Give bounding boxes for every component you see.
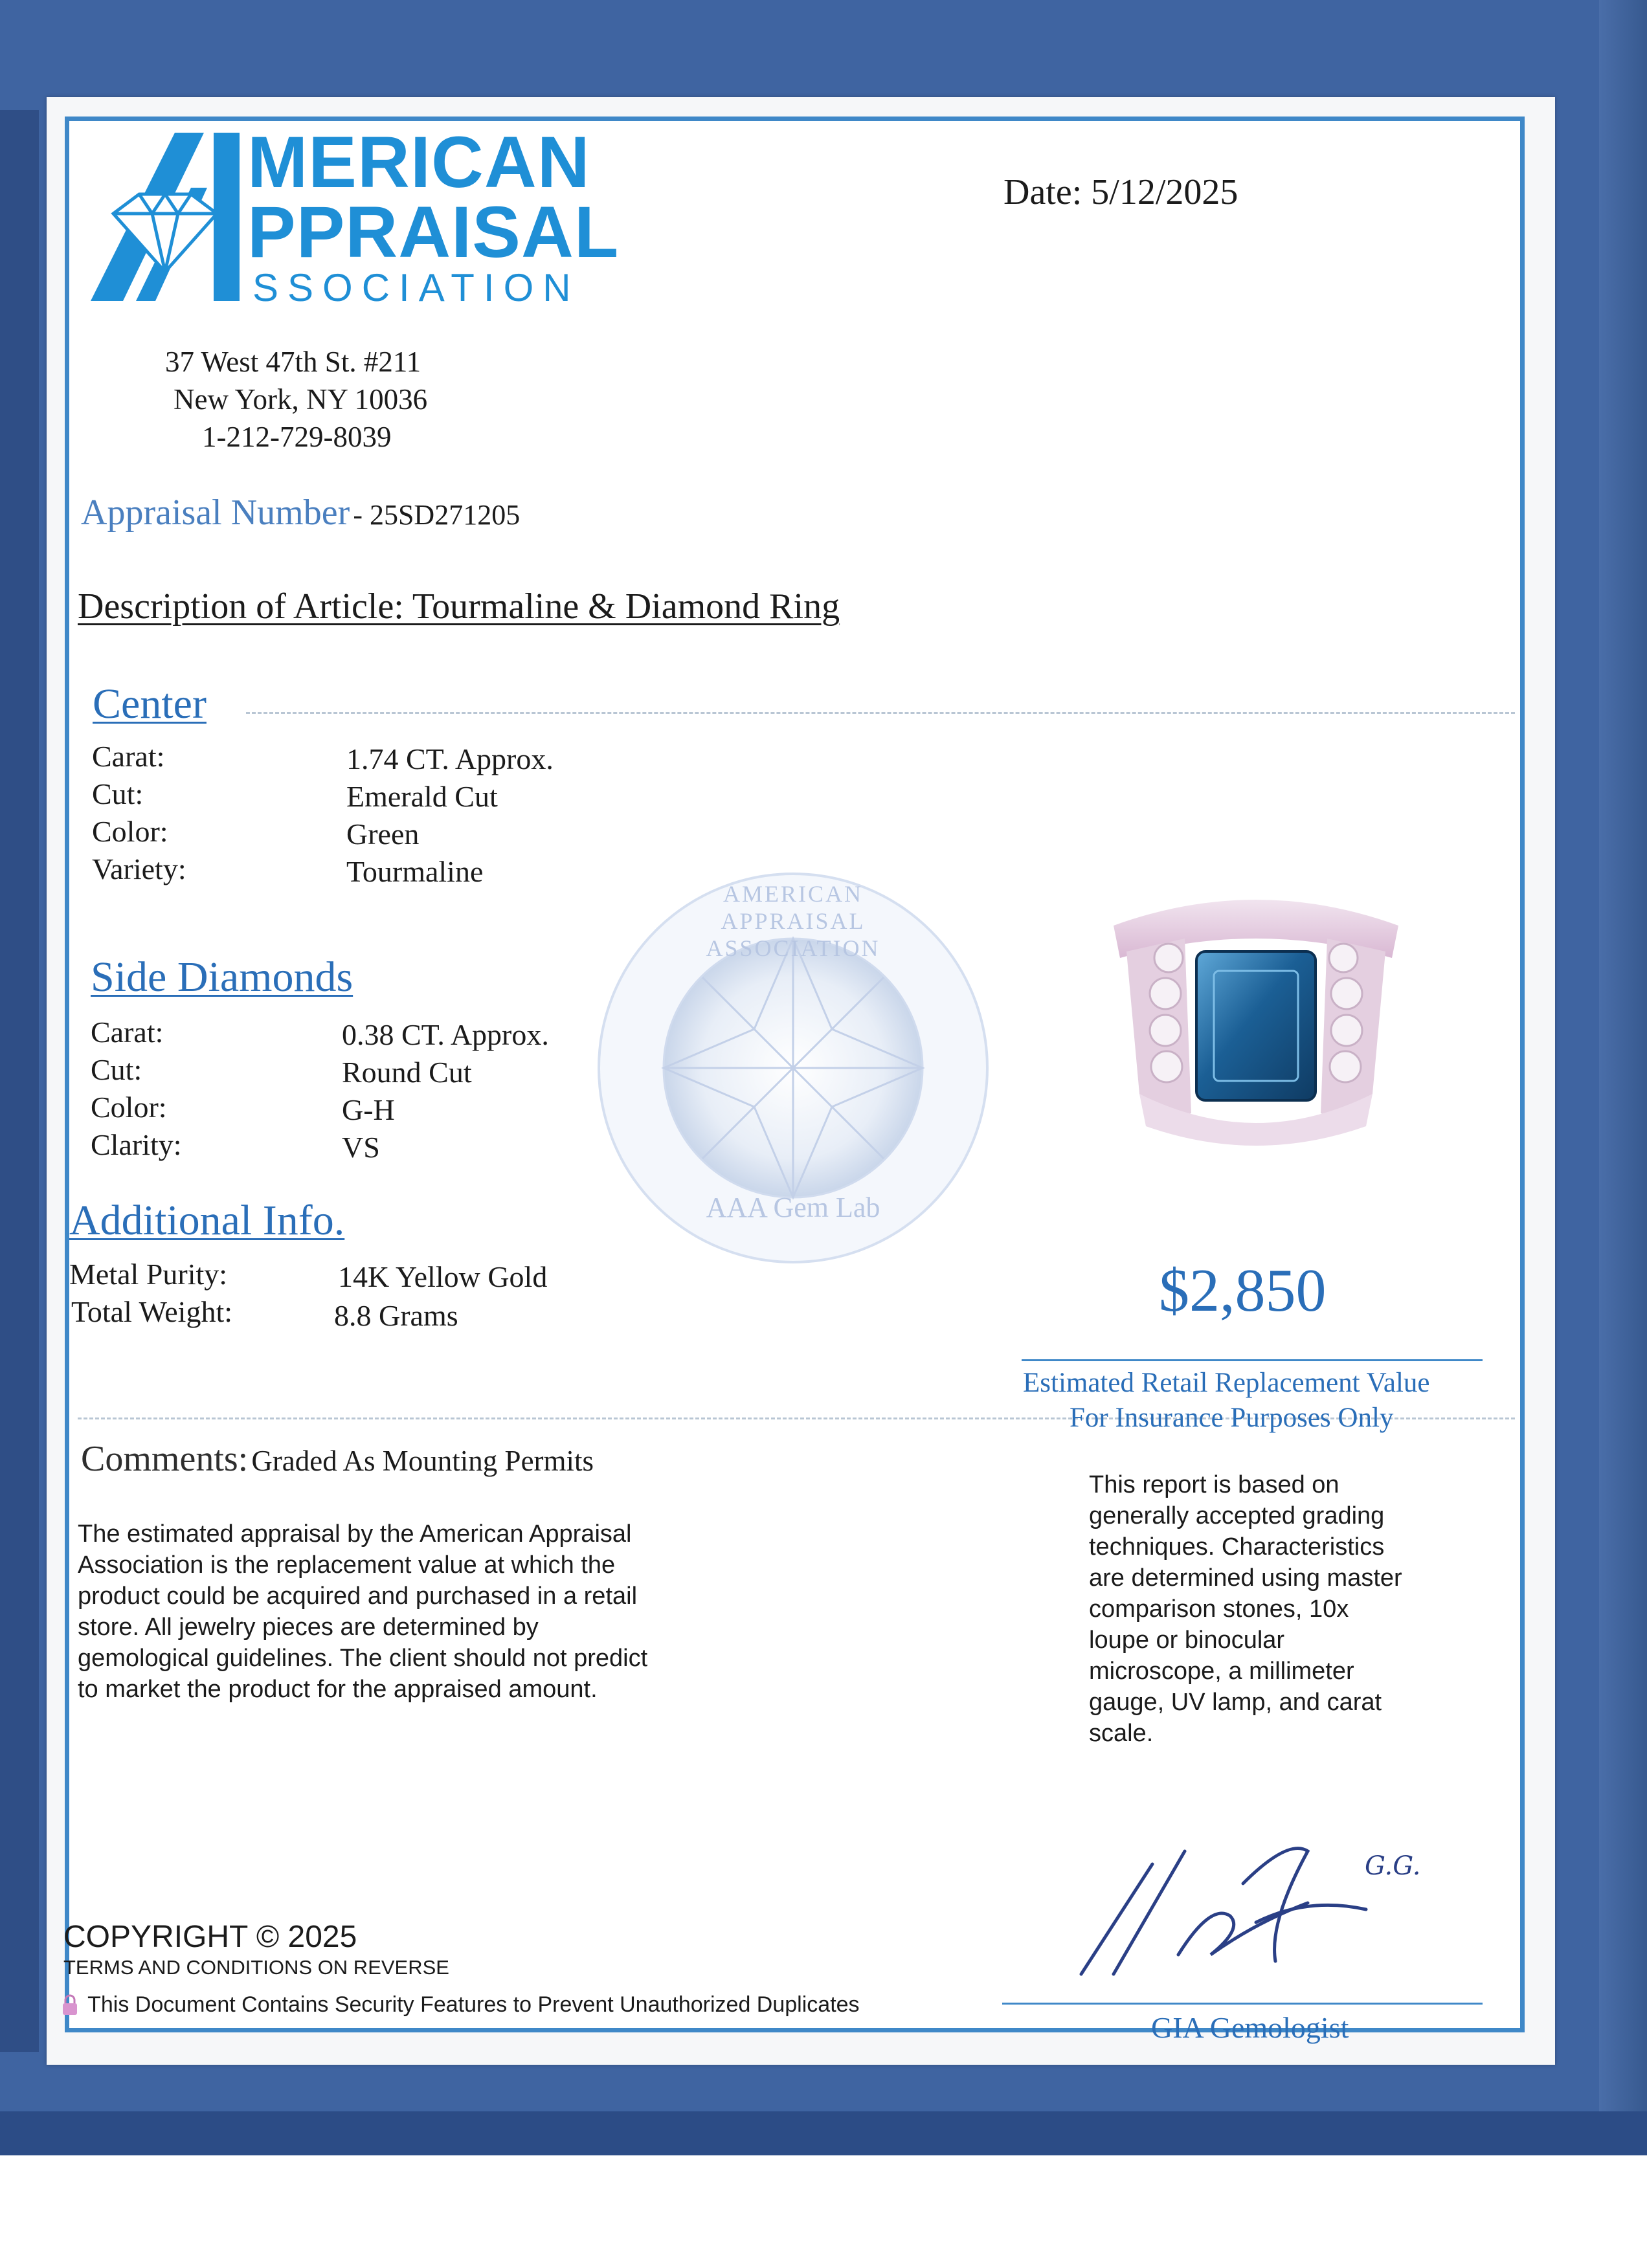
disclaimer-line: product could be acquired and purchased in a retail	[78, 1583, 638, 1610]
fold-line-upper	[246, 712, 1515, 714]
value-top-rule	[1022, 1359, 1483, 1361]
disclaimer-text	[78, 1518, 647, 1705]
lock-icon	[62, 1994, 78, 2016]
disclaimer-line: Association is the replacement value at which the	[78, 1551, 616, 1579]
appraisal-number	[81, 492, 520, 533]
appraisal-number-label: Appraisal Number	[81, 493, 350, 533]
signature-scribble	[1062, 1825, 1450, 1994]
total-weight-label: Total Weight:	[71, 1295, 233, 1328]
address-street: 37 West 47th St. #211	[165, 346, 421, 378]
center-variety-label: Variety:	[92, 852, 186, 885]
disclaimer-line: gemological guidelines. The client should not predict	[78, 1645, 648, 1672]
disclaimer-line: to market the product for the appraised amount.	[78, 1676, 598, 1703]
report-line: microscope, a millimeter	[1089, 1658, 1354, 1685]
report-line: scale.	[1089, 1720, 1154, 1747]
copyright-text: COPYRIGHT © 2025	[63, 1920, 357, 1954]
metal-purity-value: 14K Yellow Gold	[338, 1260, 548, 1293]
disclaimer-line: store. All jewelry pieces are determined by	[78, 1614, 539, 1641]
security-text: This Document Contains Security Features to Prevent Unauthorized Duplicates	[87, 1992, 860, 2017]
center-variety-value: Tourmaline	[346, 855, 484, 888]
folder-left-edge	[0, 110, 39, 2052]
report-line: loupe or binocular	[1089, 1627, 1285, 1654]
ring-photo	[1088, 880, 1424, 1165]
center-cut-value: Emerald Cut	[346, 780, 498, 813]
article-description: Description of Article: Tourmaline & Diamond Ring	[78, 586, 840, 627]
side-carat-value: 0.38 CT. Approx.	[342, 1018, 549, 1051]
report-line: generally accepted grading	[1089, 1502, 1385, 1529]
center-color-value: Green	[346, 817, 420, 850]
gem-lab-seal	[592, 867, 994, 1269]
report-line: comparison stones, 10x	[1089, 1595, 1349, 1623]
signature-rule	[1002, 2003, 1483, 2005]
center-heading: Center	[93, 680, 207, 728]
disclaimer-line: The estimated appraisal by the American Appraisal	[78, 1520, 632, 1548]
seal-top-text: AMERICAN APPRAISAL ASSOCIATION	[706, 881, 880, 961]
logo-line-merican: MERICAN	[247, 122, 590, 203]
logo-line-ppraisal: PPRAISAL	[247, 192, 620, 272]
center-cut-label: Cut:	[92, 777, 144, 810]
comments-value: Graded As Mounting Permits	[251, 1445, 594, 1477]
address-city: New York, NY 10036	[174, 383, 428, 416]
address-phone: 1-212-729-8039	[202, 421, 392, 453]
terms-text: TERMS AND CONDITIONS ON REVERSE	[63, 1956, 449, 1979]
center-color-label: Color:	[92, 815, 168, 848]
side-carat-label: Carat:	[91, 1016, 164, 1049]
comments-label: Comments:	[81, 1439, 249, 1479]
company-logo	[78, 122, 620, 320]
report-line: This report is based on	[1089, 1471, 1339, 1498]
side-color-label: Color:	[91, 1091, 167, 1124]
report-text	[1089, 1469, 1402, 1749]
security-note	[62, 1992, 860, 2018]
logo-line-ssociation: SSOCIATION	[252, 266, 580, 309]
signature-initials: G.G.	[1365, 1851, 1421, 1881]
total-weight-value: 8.8 Grams	[334, 1299, 458, 1332]
side-cut-label: Cut:	[91, 1053, 142, 1086]
folder-right-edge	[1599, 0, 1647, 2155]
appraised-value: $2,850	[1159, 1257, 1327, 1324]
center-carat-value: 1.74 CT. Approx.	[346, 742, 554, 775]
appraisal-number-value: - 25SD271205	[353, 499, 521, 531]
comments	[81, 1438, 594, 1480]
appraisal-date: Date: 5/12/2025	[1003, 172, 1238, 212]
gemologist-signature	[1062, 1825, 1450, 1994]
seal-bottom-text: AAA Gem Lab	[706, 1192, 880, 1223]
value-caption-line1: Estimated Retail Replacement Value	[1023, 1368, 1430, 1398]
page-bottom-margin	[0, 2155, 1647, 2268]
additional-info-heading: Additional Info.	[69, 1197, 345, 1244]
side-clarity-label: Clarity:	[91, 1128, 182, 1161]
ring-image	[1088, 880, 1424, 1165]
side-diamonds-heading: Side Diamonds	[91, 953, 353, 1001]
metal-purity-label: Metal Purity:	[69, 1258, 228, 1291]
report-line: gauge, UV lamp, and carat	[1089, 1689, 1382, 1716]
side-color-value: G-H	[342, 1093, 395, 1126]
folder-bottom-strip	[0, 2111, 1647, 2157]
value-caption-line2: For Insurance Purposes Only	[1070, 1403, 1394, 1433]
side-cut-value: Round Cut	[342, 1056, 472, 1089]
report-line: techniques. Characteristics	[1089, 1533, 1385, 1561]
center-carat-label: Carat:	[92, 740, 165, 773]
side-clarity-value: VS	[342, 1131, 380, 1164]
signature-title: GIA Gemologist	[1151, 2011, 1349, 2044]
report-line: are determined using master	[1089, 1564, 1402, 1592]
